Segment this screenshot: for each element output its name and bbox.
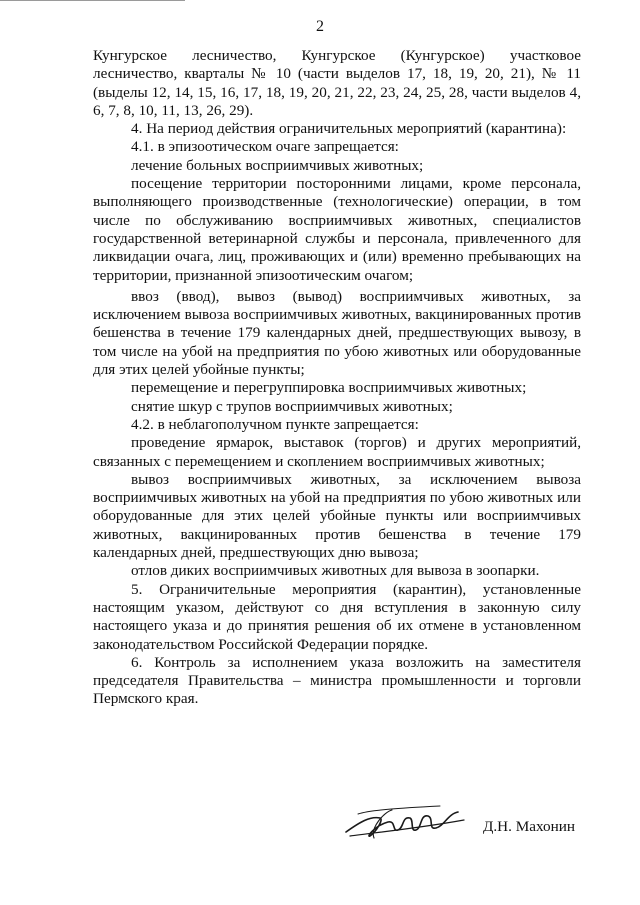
paragraph-treatment-ban: лечение больных восприимчивых животных; — [131, 156, 424, 174]
paragraph-movement-ban: перемещение и перегруппировка восприимчивых животных; — [131, 379, 527, 397]
paragraph-item-4-2: 4.2. в неблагополучном пункте запрещается: — [131, 415, 419, 433]
paragraph-import-export-ban: ввоз (ввод), вывоз (вывод) восприимчивых животных, за исключением вывоза восприимчивых животных, вакцинированных против бешенства в течение 179 календарных дней, предшествующих вывозу, в том числе на убой на предприятия по убою животных или оборудованные для этих целей убойные пункты; — [93, 287, 581, 379]
paragraph-item-5: 5. Ограничительные мероприятия (карантин), установленные настоящим указом, действуют со дня вступления в законную силу настоящего указа и до принятия решения об их отмене в установленном законодательством Российской Федерации порядке. — [93, 580, 581, 653]
paragraph-fairs-ban: проведение ярмарок, выставок (торгов) и других мероприятий, связанных с перемещением и скоплением восприимчивых животных; — [93, 434, 581, 470]
paragraph-forestry-area: Кунгурское лесничество, Кунгурское (Кунгурское) участковое лесничество, кварталы № 10 (части выделов 17, 18, 19, 20, 21), № 11 (выделы 12, 14, 15, 16, 17, 18, 19, 20, 21, 22, 23, 24, 25, 28, части выделов 4, 6, 7, 8, 10, 11, 13, 26, 29). — [93, 47, 581, 119]
paragraph-item-4-1: 4.1. в эпизоотическом очаге запрещается: — [131, 138, 399, 156]
paragraph-visit-ban: посещение территории посторонними лицами, кроме персонала, выполняющего производственные (технологические) операции, в том числе по обслуживанию восприимчивых животных, специалистов государственной ветеринарной службы и персонала, привлеченного для ликвидации очага, лиц, проживающих и (или) временно пребывающих на территории, признанной эпизоотическим очагом; — [93, 175, 581, 284]
document-body — [93, 47, 581, 709]
paragraph-skinning-ban: снятие шкур с трупов восприимчивых животных; — [131, 397, 453, 415]
corner-mark — [0, 0, 185, 8]
page-number: 2 — [316, 18, 324, 35]
handwritten-signature — [340, 802, 470, 844]
paragraph-item-4: 4. На период действия ограничительных мероприятий (карантина): — [131, 120, 567, 138]
paragraph-export-ban: вывоз восприимчивых животных, за исключением вывоза восприимчивых животных на убой на предприятия по убою животных или оборудованные для этих целей убойные пункты или восприимчивых животных, вакцинированных против бешенства в течение 179 календарных дней, предшествующих дню вывоза; — [93, 470, 581, 562]
signer-name: Д.Н. Махонин — [483, 818, 575, 835]
paragraph-capture-ban: отлов диких восприимчивых животных для вывоза в зоопарки. — [131, 562, 540, 580]
paragraph-item-6: 6. Контроль за исполнением указа возложить на заместителя председателя Правительства – министра промышленности и торговли Пермского края. — [93, 653, 581, 708]
